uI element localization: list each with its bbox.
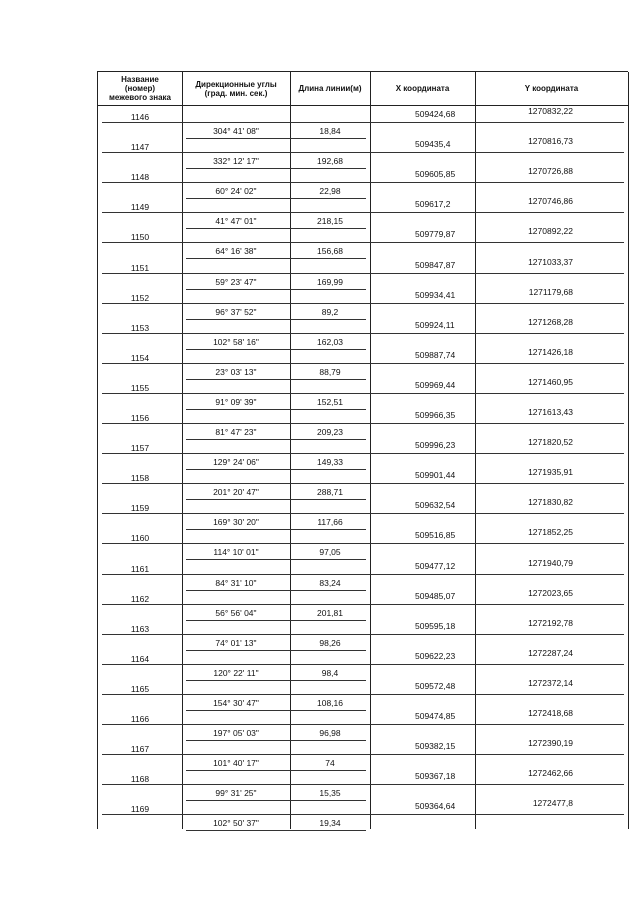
x-value: 509617,2	[415, 199, 451, 210]
direction-angle: 74° 01' 13"	[215, 637, 257, 648]
line-length: 108,16	[317, 697, 343, 708]
segment-rule	[186, 590, 366, 591]
row-rule	[102, 333, 624, 334]
line-length: 201,81	[317, 607, 343, 618]
point-name: 1158	[130, 473, 150, 484]
column-divider	[370, 72, 371, 829]
table-header	[98, 72, 628, 106]
x-value: 509595,18	[415, 620, 456, 631]
row-rule	[102, 724, 624, 725]
segment-rule	[186, 499, 366, 500]
y-value: 1272287,24	[528, 647, 573, 658]
row-rule	[102, 423, 624, 424]
direction-angle: 91° 09' 39"	[215, 396, 257, 407]
point-name: 1163	[130, 623, 150, 634]
y-value: 1270832,22	[528, 106, 573, 116]
line-length: 15,35	[319, 788, 341, 799]
header-direction-angle: Дирекционные углы (град. мин. сек.)	[195, 79, 277, 98]
line-length: 209,23	[317, 427, 343, 437]
segment-rule	[186, 258, 366, 259]
segment-rule	[186, 228, 366, 229]
line-length: 18,84	[319, 126, 341, 136]
point-name: 1148	[130, 172, 150, 183]
header-point-name: Название (номер) межевого знака	[108, 75, 172, 102]
y-value: 1272477,8	[532, 798, 573, 809]
y-value: 1272372,14	[528, 677, 573, 688]
point-name: 1153	[130, 322, 150, 333]
x-value: 509485,07	[415, 590, 456, 601]
row-rule	[102, 363, 624, 364]
point-name: 1165	[130, 683, 150, 694]
header-y-coordinate: Y координата	[524, 84, 579, 93]
point-name: 1160	[130, 533, 150, 544]
point-name: 1150	[130, 232, 150, 243]
line-length: 117,66	[317, 517, 343, 528]
segment-rule	[186, 680, 366, 681]
direction-angle: 81° 47' 23"	[215, 427, 257, 437]
row-rule	[102, 634, 624, 635]
x-value: 509969,44	[415, 379, 456, 390]
y-value: 1272418,68	[528, 708, 573, 718]
segment-rule	[186, 439, 366, 440]
direction-angle: 23° 03' 13"	[215, 366, 257, 377]
direction-angle: 99° 31' 25"	[215, 788, 257, 799]
line-length: 19,34	[319, 818, 341, 829]
segment-rule	[186, 469, 366, 470]
line-length: 169,99	[317, 276, 343, 287]
point-name: 1152	[130, 292, 150, 303]
row-rule	[102, 784, 624, 785]
y-value: 1272023,65	[528, 587, 573, 598]
x-value: 509966,35	[415, 410, 456, 420]
line-length: 162,03	[317, 336, 343, 347]
y-value: 1271426,18	[528, 346, 573, 357]
direction-angle: 304° 41' 08"	[213, 126, 259, 136]
direction-angle: 102° 50' 37"	[213, 818, 259, 829]
x-value: 509367,18	[415, 771, 456, 782]
y-value: 1270726,88	[528, 166, 573, 177]
row-rule	[102, 694, 624, 695]
direction-angle: 56° 56' 04"	[215, 607, 257, 618]
coordinates-table	[97, 71, 628, 829]
segment-rule	[186, 198, 366, 199]
x-value: 509572,48	[415, 680, 456, 691]
direction-angle: 84° 31' 10"	[215, 577, 257, 588]
y-value: 1271935,91	[528, 467, 573, 478]
y-value: 1271830,82	[528, 497, 573, 508]
line-length: 22,98	[319, 186, 341, 197]
point-name: 1147	[130, 142, 150, 153]
row-rule	[102, 604, 624, 605]
line-length: 98,4	[321, 667, 339, 678]
direction-angle: 59° 23' 47"	[215, 276, 257, 287]
point-name: 1154	[130, 352, 150, 363]
y-value: 1271033,37	[528, 256, 573, 267]
direction-angle: 332° 12' 17"	[213, 156, 259, 167]
direction-angle: 60° 24' 02"	[215, 186, 257, 197]
segment-rule	[186, 650, 366, 651]
x-value: 509622,23	[415, 650, 456, 661]
point-name: 1146	[130, 112, 150, 122]
row-rule	[102, 273, 624, 274]
point-name: 1156	[130, 413, 150, 423]
header-x-coordinate: X координата	[395, 84, 450, 93]
line-length: 89,2	[321, 306, 339, 317]
point-name: 1151	[130, 262, 150, 273]
point-name: 1162	[130, 593, 150, 604]
direction-angle: 197° 05' 03"	[213, 728, 259, 738]
line-length: 192,68	[317, 156, 343, 167]
point-name: 1161	[130, 563, 150, 574]
y-value: 1271179,68	[528, 286, 573, 297]
direction-angle: 120° 22' 11"	[213, 667, 259, 678]
row-rule	[102, 152, 624, 153]
row-rule	[102, 393, 624, 394]
line-length: 288,71	[317, 487, 343, 498]
x-value: 509605,85	[415, 169, 456, 180]
line-length: 96,98	[319, 728, 341, 738]
segment-rule	[186, 830, 366, 831]
y-value: 1271852,25	[528, 527, 573, 538]
x-value: 509516,85	[415, 530, 456, 541]
header-line-length: Длина линии(м)	[298, 84, 362, 93]
x-value: 509477,12	[415, 560, 456, 571]
segment-rule	[186, 409, 366, 410]
segment-rule	[186, 138, 366, 139]
x-value: 509779,87	[415, 229, 456, 240]
segment-rule	[186, 710, 366, 711]
x-value: 509934,41	[415, 289, 456, 300]
direction-angle: 129° 24' 06"	[213, 457, 259, 468]
point-name: 1167	[130, 744, 150, 755]
segment-rule	[186, 289, 366, 290]
line-length: 88,79	[319, 366, 341, 377]
point-name: 1164	[130, 653, 150, 664]
y-value: 1271460,95	[528, 376, 573, 387]
line-length: 149,33	[317, 457, 343, 468]
row-rule	[102, 754, 624, 755]
x-value: 509924,11	[415, 319, 455, 330]
y-value: 1272462,66	[528, 768, 573, 779]
row-rule	[102, 574, 624, 575]
x-value: 509847,87	[415, 259, 456, 270]
x-value: 509996,23	[415, 440, 456, 451]
row-rule	[102, 513, 624, 514]
y-value: 1272390,19	[528, 738, 573, 749]
x-value: 509474,85	[415, 711, 456, 721]
line-length: 74	[325, 758, 335, 769]
x-value: 509364,64	[415, 801, 456, 812]
row-rule	[102, 483, 624, 484]
x-value: 509424,68	[415, 109, 456, 119]
segment-rule	[186, 740, 366, 741]
point-name: 1155	[130, 382, 150, 393]
line-length: 98,26	[319, 637, 341, 648]
row-rule	[102, 182, 624, 183]
x-value: 509887,74	[415, 349, 456, 360]
row-rule	[102, 303, 624, 304]
direction-angle: 96° 37' 52"	[215, 306, 257, 317]
y-value: 1270746,86	[528, 196, 573, 207]
direction-angle: 114° 10' 01"	[213, 547, 259, 558]
column-divider	[628, 72, 629, 829]
row-rule	[102, 242, 624, 243]
direction-angle: 101° 40' 17"	[213, 758, 259, 769]
segment-rule	[186, 770, 366, 771]
direction-angle: 169° 30' 20"	[213, 517, 259, 528]
y-value: 1270892,22	[528, 226, 573, 237]
x-value: 509901,44	[415, 470, 456, 481]
line-length: 156,68	[317, 246, 343, 257]
row-rule	[102, 543, 624, 544]
line-length: 152,51	[317, 396, 343, 407]
row-rule	[102, 814, 624, 815]
row-rule	[102, 664, 624, 665]
segment-rule	[186, 168, 366, 169]
x-value: 509382,15	[415, 741, 456, 752]
y-value: 1271613,43	[528, 407, 573, 417]
y-value: 1270816,73	[528, 136, 573, 147]
column-divider	[475, 72, 476, 829]
point-name: 1159	[130, 503, 150, 514]
segment-rule	[186, 559, 366, 560]
segment-rule	[186, 529, 366, 530]
y-value: 1271268,28	[528, 316, 573, 327]
x-value: 509632,54	[415, 500, 456, 511]
segment-rule	[186, 349, 366, 350]
point-name: 1168	[130, 774, 150, 785]
y-value: 1272192,78	[528, 617, 573, 628]
y-value: 1271820,52	[528, 437, 573, 448]
segment-rule	[186, 379, 366, 380]
point-name: 1149	[130, 202, 150, 213]
direction-angle: 102° 58' 16"	[213, 336, 259, 347]
segment-rule	[186, 620, 366, 621]
segment-rule	[186, 800, 366, 801]
x-value: 509435,4	[415, 139, 451, 150]
row-rule	[102, 453, 624, 454]
point-name: 1169	[130, 804, 150, 815]
direction-angle: 64° 16' 38"	[215, 246, 257, 257]
point-name: 1166	[130, 714, 150, 724]
line-length: 83,24	[319, 577, 341, 588]
line-length: 218,15	[317, 216, 343, 227]
point-name: 1157	[130, 443, 150, 454]
y-value: 1271940,79	[528, 557, 573, 568]
direction-angle: 201° 20' 47"	[213, 487, 259, 498]
row-rule	[102, 212, 624, 213]
direction-angle: 41° 47' 01"	[215, 216, 257, 227]
line-length: 97,05	[319, 547, 341, 558]
direction-angle: 154° 30' 47"	[213, 697, 259, 708]
row-rule	[102, 122, 624, 123]
segment-rule	[186, 319, 366, 320]
